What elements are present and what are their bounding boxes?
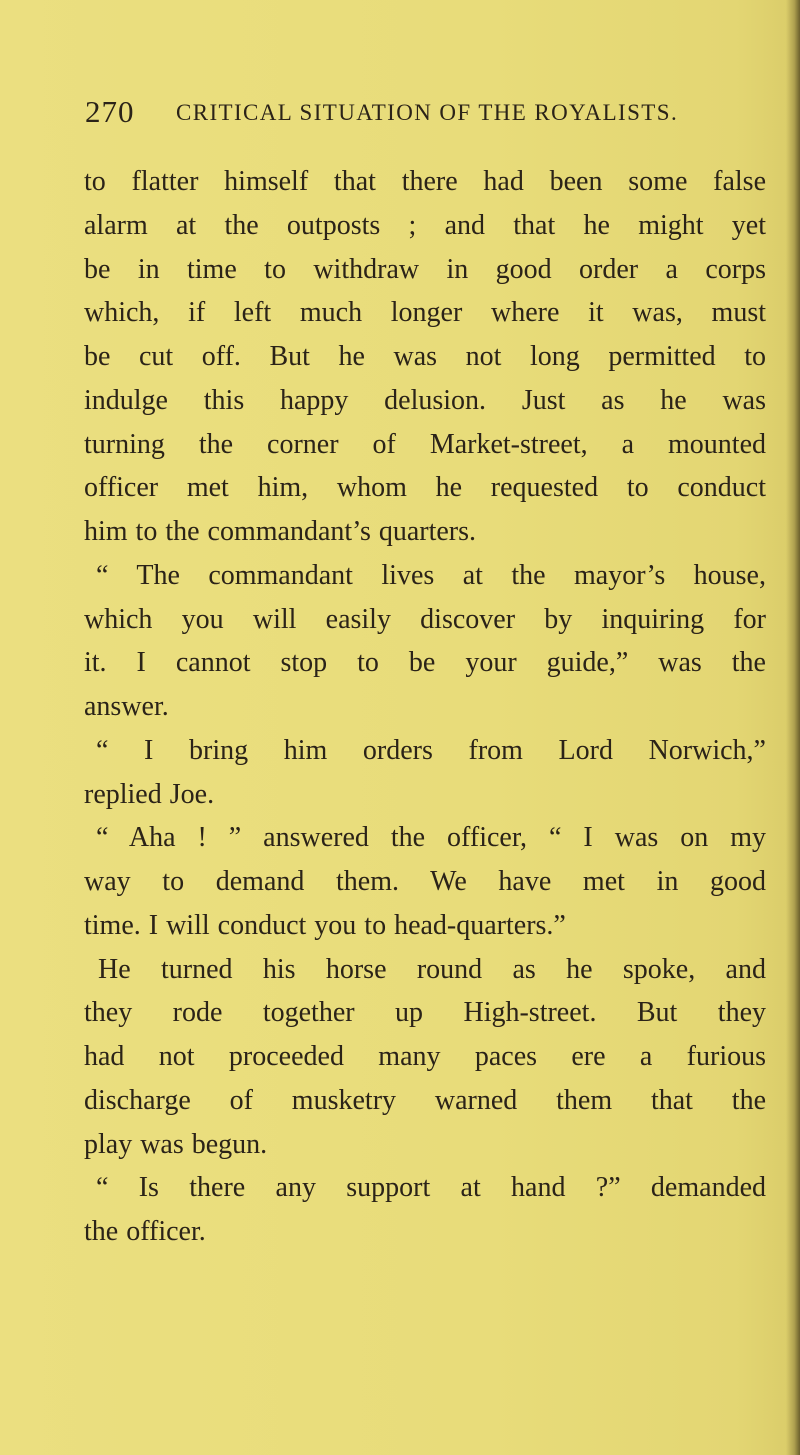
text-line: be cut off. But he was not long permitted to xyxy=(84,341,766,372)
text-line: way to demand them. We have met in good xyxy=(84,866,766,897)
text-line: “ Is there any support at hand ?” demanded xyxy=(96,1172,766,1204)
text-line: turning the corner of Market-street, a mounted xyxy=(84,428,766,460)
text-line: discharge of musketry warned them that the xyxy=(84,1084,766,1116)
page-edge-shadow xyxy=(786,0,800,1455)
text-line: “ The commandant lives at the mayor’s house, xyxy=(96,559,766,591)
text-line: officer met him, whom he requested to conduct xyxy=(84,472,766,504)
text-line: which, if left much longer where it was, must xyxy=(84,297,766,329)
text-line: the officer. xyxy=(84,1216,206,1247)
text-line: replied Joe. xyxy=(84,778,215,810)
text-line: be in time to withdraw in good order a corps xyxy=(84,253,766,285)
text-line: they rode together up High-street. But they xyxy=(84,997,766,1029)
text-line: He turned his horse round as he spoke, and xyxy=(98,953,766,985)
body-text xyxy=(84,160,766,1254)
text-line: answer. xyxy=(84,691,169,722)
text-line: alarm at the outposts ; and that he might yet xyxy=(84,209,766,241)
text-line: “ Aha ! ” answered the officer, “ I was on my xyxy=(96,822,766,854)
text-line: which you will easily discover by inquiring for xyxy=(84,603,766,635)
text-line: to flatter himself that there had been some false xyxy=(84,166,766,197)
text-line: “ I bring him orders from Lord Norwich,” xyxy=(96,734,766,766)
text-line: it. I cannot stop to be your guide,” was the xyxy=(84,647,766,679)
text-line: play was begun. xyxy=(84,1128,268,1160)
text-line: indulge this happy delusion. Just as he was xyxy=(84,384,766,416)
text-line: him to the commandant’s quarters. xyxy=(84,516,477,547)
text-line: had not proceeded many paces ere a furious xyxy=(84,1041,766,1072)
running-head xyxy=(85,92,765,132)
text-line: time. I will conduct you to head-quarters.” xyxy=(84,909,566,941)
running-title: CRITICAL SITUATION OF THE ROYALISTS. xyxy=(176,100,679,125)
page-number: 270 xyxy=(85,94,135,129)
